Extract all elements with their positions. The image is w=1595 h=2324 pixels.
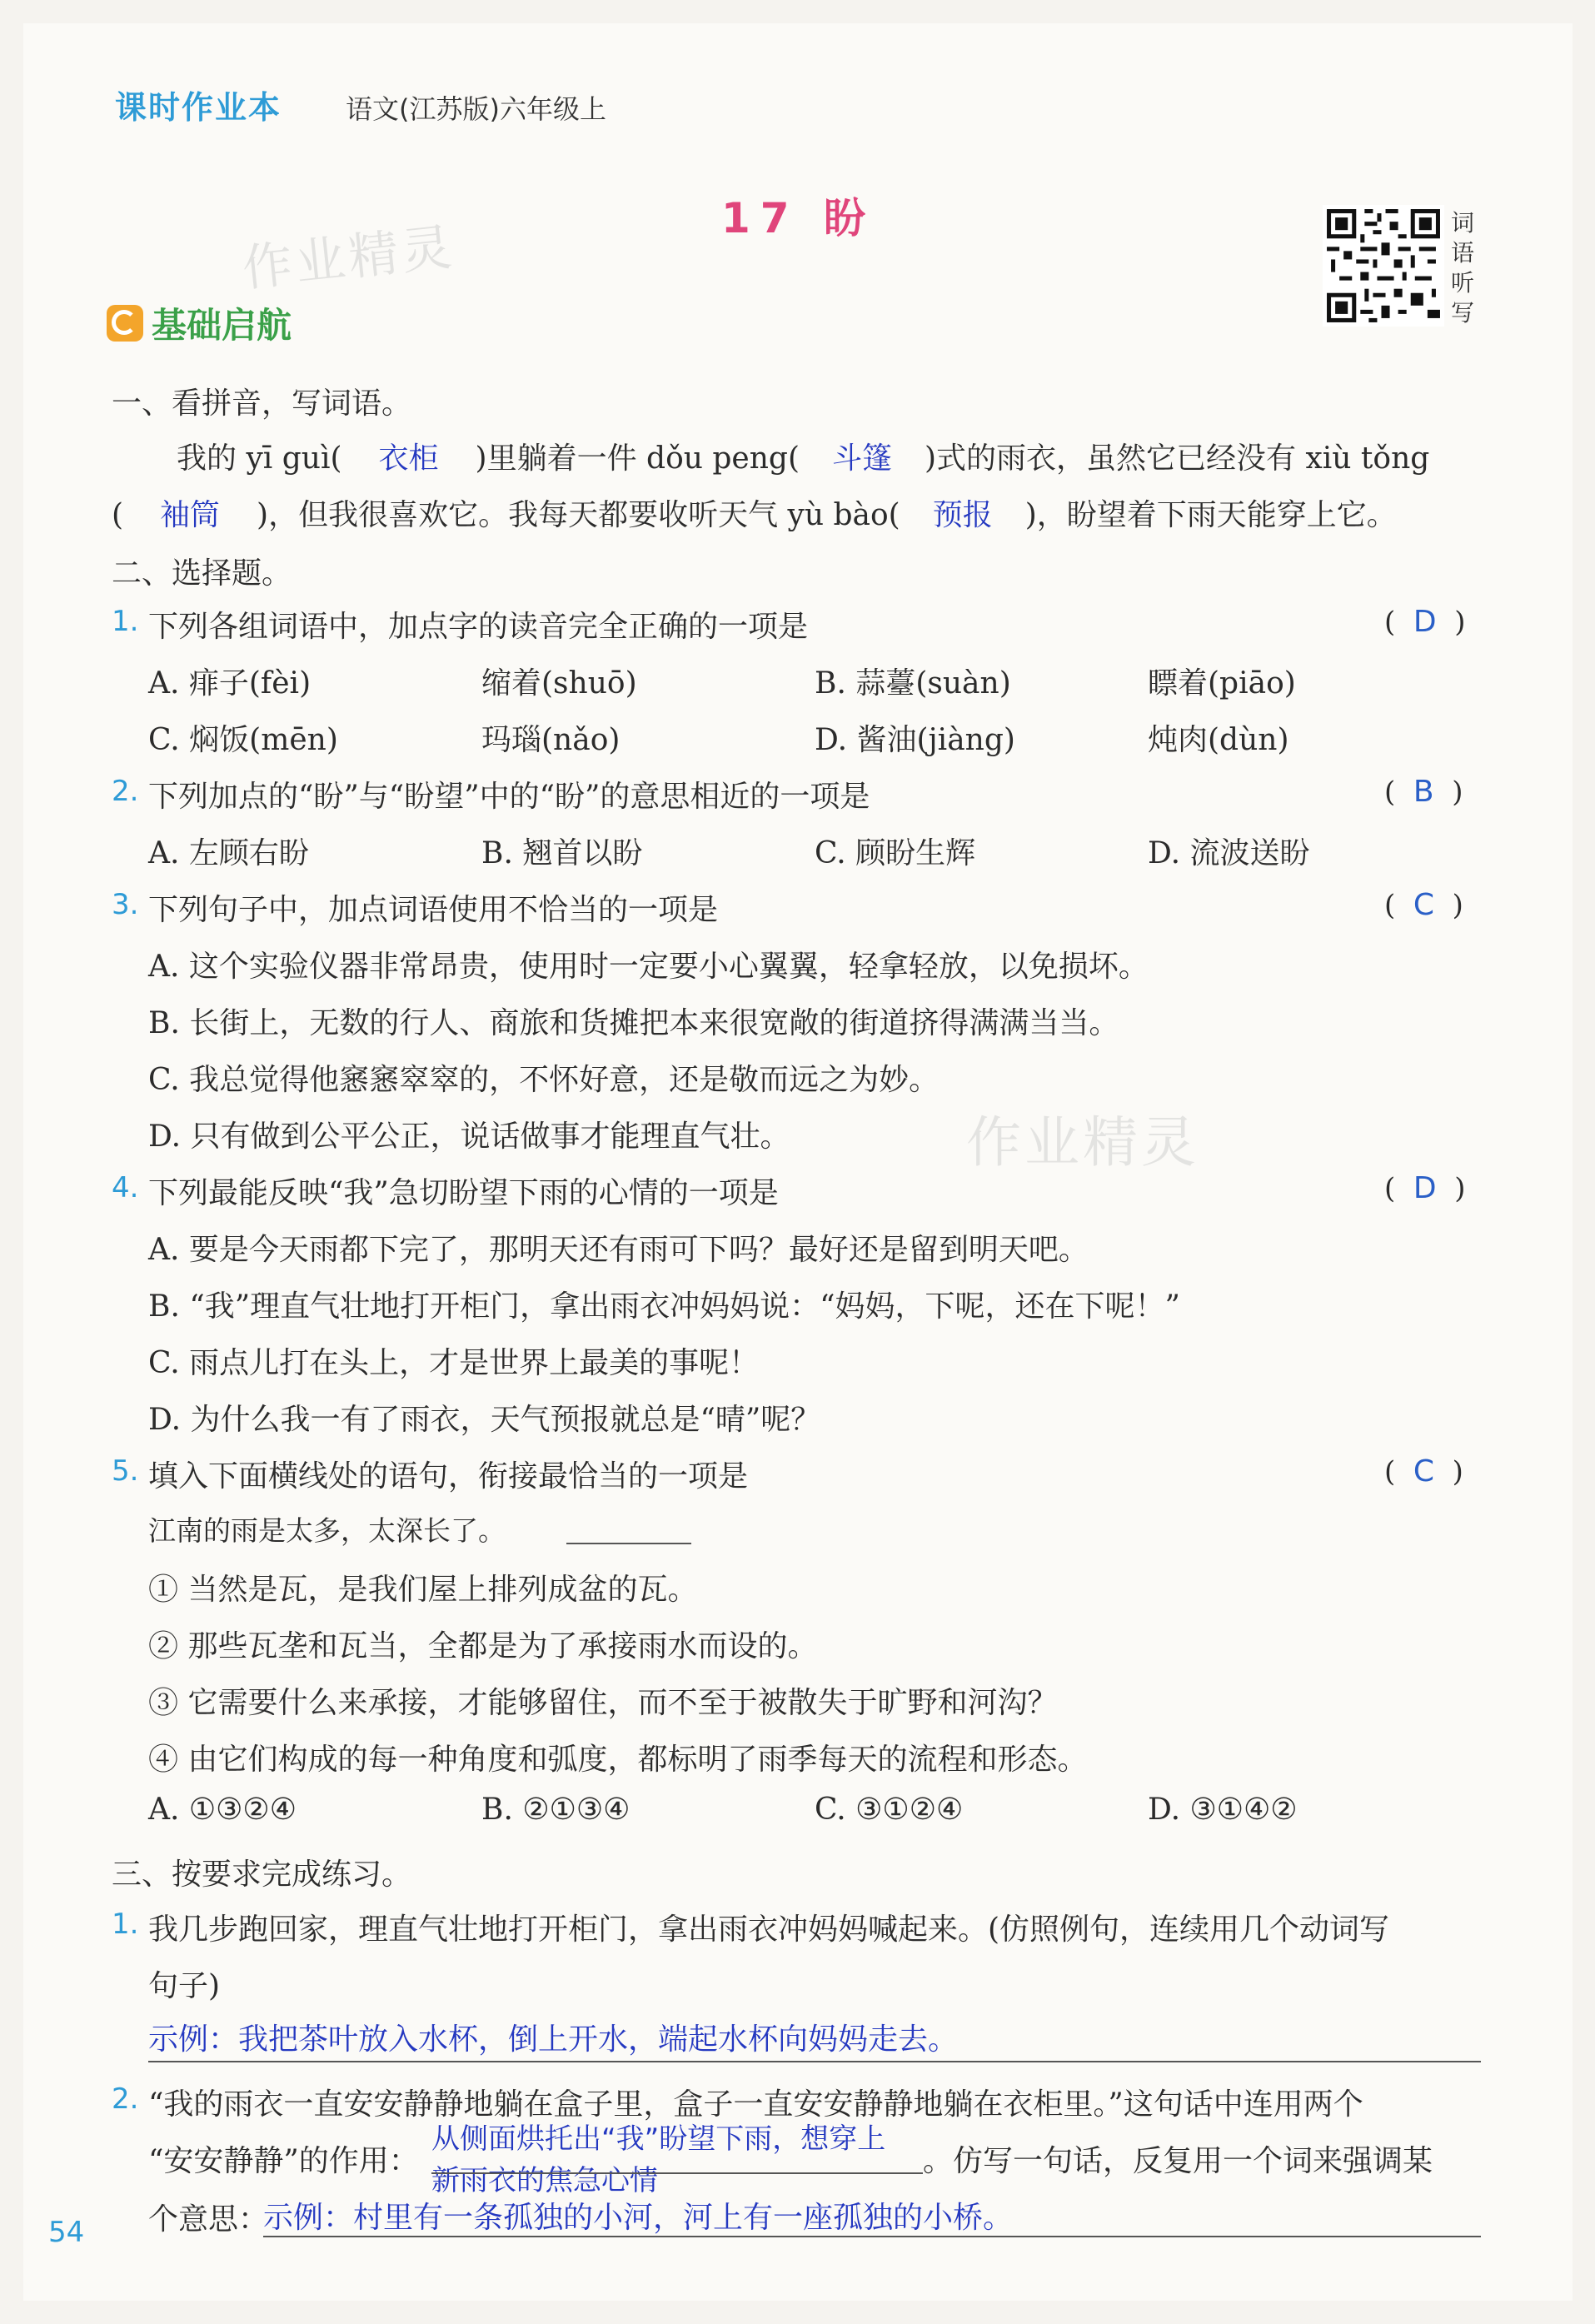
q-stem: 个意思： (148, 2202, 269, 2237)
answer-paren: ( D ) (1384, 1171, 1466, 1205)
part1-line1 (177, 435, 1429, 477)
option: C. 我总觉得他窸窸窣窣的，不怀好意，还是敬而远之为妙。 (148, 1063, 940, 1097)
q-stem: 。仿写一句话，反复用一个词来强调某 (923, 2144, 1433, 2178)
part3-heading: 三、按要求完成练习。 (112, 1858, 412, 1892)
option: B. “我”理直气壮地打开柜门，拿出雨衣冲妈妈说：“妈妈，下呢，还在下呢！” (148, 1289, 1180, 1324)
passage: 江南的雨是太多，太深长了。 (148, 1514, 506, 1547)
q-stem: 填入下面横线处的语句，衔接最恰当的一项是 (148, 1459, 749, 1494)
part1-line2 (112, 491, 1397, 534)
answer-choice: D (1413, 605, 1437, 639)
answer-choice: D (1413, 1171, 1437, 1205)
answer-choice: C (1413, 1454, 1435, 1489)
answer-line (263, 2236, 1481, 2237)
q-stem: 下列句子中，加点词语使用不恰当的一项是 (148, 893, 719, 927)
sentence-item: ① 当然是瓦，是我们屋上排列成盆的瓦。 (148, 1573, 698, 1607)
part1-text: )式的雨衣，虽然它已经没有 xiù tǒng (925, 441, 1430, 476)
q-stem: 我几步跑回家，理直气壮地打开柜门，拿出雨衣冲妈妈喊起来。(仿照例句，连续用几个动词写 (148, 1913, 1390, 1947)
part1-text: )，但我很喜欢它。我每天都要收听天气 yù bào( (257, 498, 900, 532)
sentence-item: ② 那些瓦垄和瓦当，全都是为了承接雨水而设的。 (148, 1629, 818, 1663)
option: A. 要是今天雨都下完了，那明天还有雨可下吗？最好还是留到明天吧。 (148, 1233, 1089, 1267)
part1-heading: 一、看拼音，写词语。 (112, 387, 412, 421)
option: C. 焖饭(mēn) (148, 723, 338, 757)
option: D. 酱油(jiàng) (815, 723, 1015, 757)
part1-text: )里躺着一件 dǒu peng( (475, 441, 800, 476)
q-stem: 下列最能反映“我”急切盼望下雨的心情的一项是 (148, 1176, 779, 1210)
option: 缩着(shuō) (481, 666, 637, 701)
written-answer: 从侧面烘托出“我”盼望下雨，想穿上 (431, 2122, 886, 2156)
q-stem: 下列加点的“盼”与“盼望”中的“盼”的意思相近的一项是 (148, 780, 870, 814)
option: B. 蒜薹(suàn) (815, 666, 1011, 701)
option: B. ②①③④ (481, 1793, 631, 1827)
answer-paren: ( D ) (1384, 605, 1466, 639)
part1-text: )，盼望着下雨天能穿上它。 (1024, 498, 1397, 532)
option: A. 痱子(fèi) (148, 666, 312, 701)
option: B. 翘首以盼 (481, 836, 643, 870)
q-stem: “安安静静”的作用： (148, 2144, 419, 2178)
blank-line (566, 1543, 691, 1544)
answer-paren: ( B ) (1384, 775, 1463, 809)
q-stem: 下列各组词语中，加点字的读音完全正确的一项是 (148, 610, 809, 644)
qr-label: 词语听写 (1451, 209, 1475, 327)
answer-paren: ( C ) (1384, 1454, 1463, 1489)
part2-heading: 二、选择题。 (112, 556, 292, 591)
q-number: 5. (112, 1454, 139, 1488)
q-number: 1. (112, 1908, 139, 1941)
answer-choice: B (1413, 775, 1434, 809)
option: 玛瑙(nǎo) (481, 723, 621, 757)
q-stem: “我的雨衣一直安安静静地躺在盒子里，盒子一直安安静静地躺在衣柜里。”这句话中连用两个 (148, 2087, 1363, 2122)
option: D. 流波送盼 (1148, 836, 1310, 870)
page-background (23, 23, 1573, 2301)
q-stem: 句子) (148, 1969, 221, 2003)
q-number: 2. (112, 775, 139, 808)
section-title: 基础启航 (152, 305, 292, 346)
q-number: 2. (112, 2082, 139, 2116)
answer-line (431, 2172, 923, 2174)
q-number: 3. (112, 888, 139, 921)
written-answer: 示例：村里有一条孤独的小河，河上有一座孤独的小桥。 (263, 2201, 1014, 2235)
fill-answer: 预报 (932, 498, 993, 532)
option: D. 只有做到公平公正，说话做事才能理直气壮。 (148, 1120, 790, 1154)
answer-choice: C (1413, 888, 1435, 922)
option: D. ③①④② (1148, 1793, 1298, 1827)
watermark: 作业精灵 (239, 217, 458, 299)
option: 瞟着(piāo) (1148, 666, 1296, 701)
option: 炖肉(dùn) (1148, 723, 1289, 757)
answer-line (148, 2061, 1481, 2062)
part1-text: 我的 yī guì( (177, 441, 342, 476)
fill-answer: 衣柜 (378, 441, 439, 476)
lesson-title: 17 盼 (721, 194, 875, 242)
option: C. 顾盼生辉 (815, 836, 976, 870)
option: D. 为什么我一有了雨衣，天气预报就总是“晴”呢？ (148, 1403, 821, 1437)
answer-paren: ( C ) (1384, 888, 1463, 922)
page-number: 54 (48, 2216, 85, 2249)
sentence-item: ③ 它需要什么来承接，才能够留住，而不至于被散失于旷野和河沟？ (148, 1686, 1058, 1720)
section-icon (107, 305, 143, 342)
written-answer: 示例：我把茶叶放入水杯，倒上开水，端起水杯向妈妈走去。 (148, 2022, 959, 2057)
header-subtitle: 语文(江苏版)六年级上 (346, 93, 606, 125)
option: A. 左顾右盼 (148, 836, 309, 870)
option: C. ③①②④ (815, 1793, 964, 1827)
option: A. 这个实验仪器非常昂贵，使用时一定要小心翼翼，轻拿轻放，以免损坏。 (148, 950, 1149, 984)
part1-text: ( (112, 498, 124, 532)
option: C. 雨点儿打在头上，才是世界上最美的事呢！ (148, 1346, 760, 1380)
fill-answer: 斗篷 (831, 441, 892, 476)
written-answer: 新雨衣的焦急心情 (431, 2164, 658, 2197)
watermark: 作业精灵 (966, 1110, 1199, 1174)
header-title: 课时作业本 (115, 89, 282, 126)
sentence-item: ④ 由它们构成的每一种角度和弧度，都标明了雨季每天的流程和形态。 (148, 1743, 1088, 1777)
q-number: 1. (112, 605, 139, 638)
q-number: 4. (112, 1171, 139, 1204)
qr-code-icon[interactable] (1323, 205, 1444, 327)
fill-answer: 袖筒 (160, 498, 221, 532)
option: A. ①③②④ (148, 1793, 297, 1827)
option: B. 长街上，无数的行人、商旅和货摊把本来很宽敞的街道挤得满满当当。 (148, 1006, 1119, 1040)
